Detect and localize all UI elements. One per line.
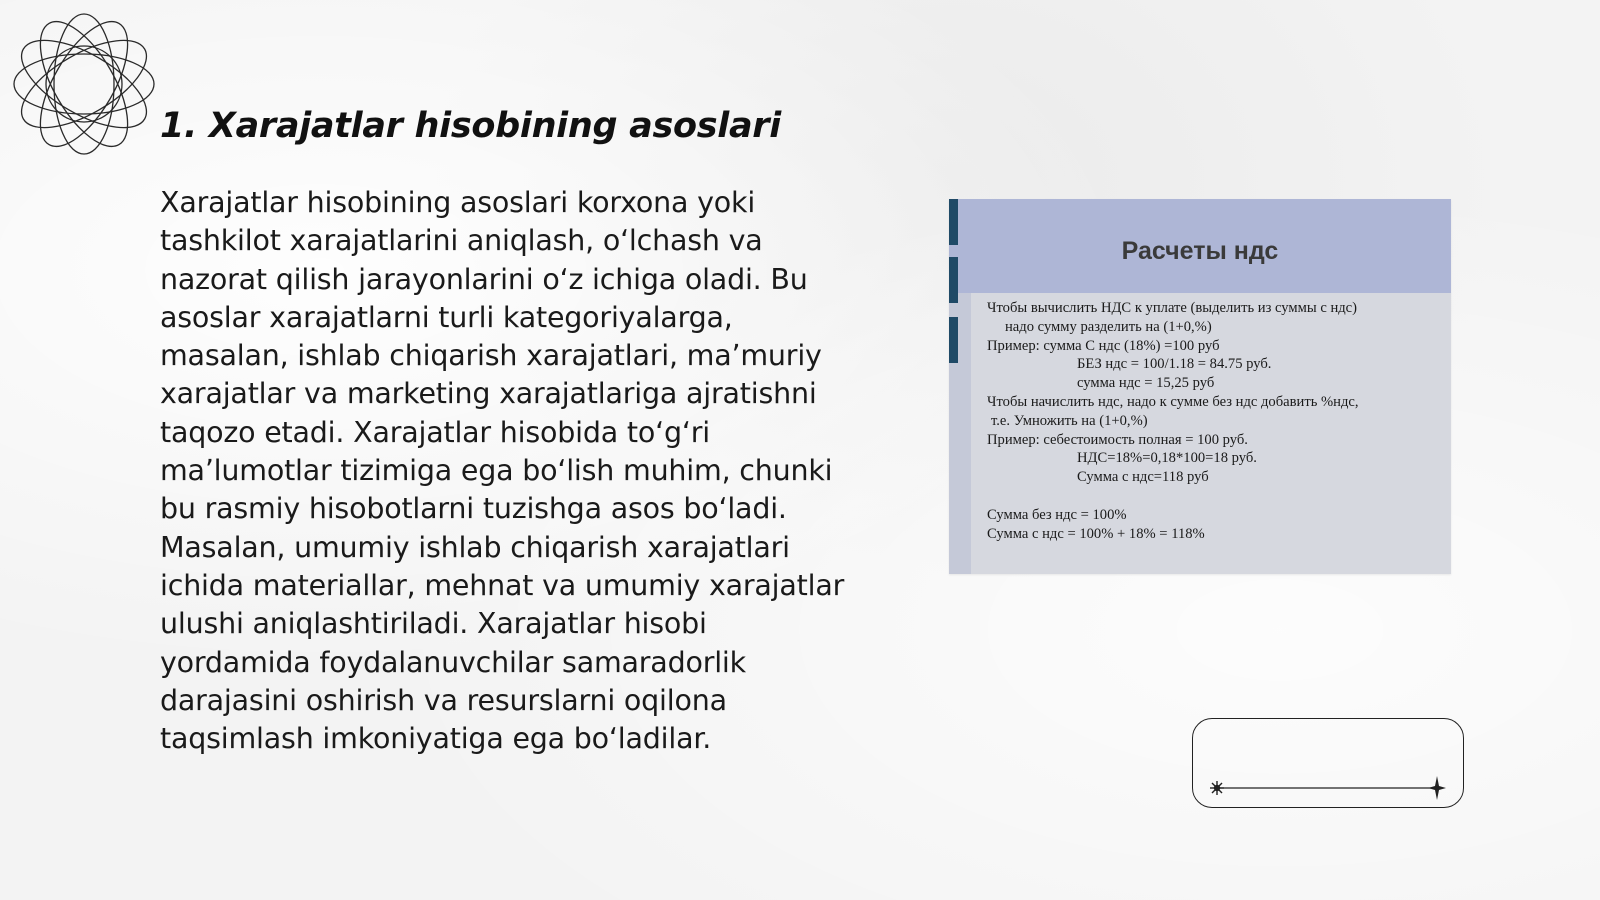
image-title: Расчеты ндс [1121,237,1279,265]
image-line: Сумма с ндс = 100% + 18% = 118% [987,525,1205,542]
image-line: Пример: себестоимость полная = 100 руб. [987,431,1248,448]
image-line: БЕЗ ндс = 100/1.18 = 84.75 руб. [1077,356,1272,373]
image-text-block [987,299,1447,543]
slide-body-text: Xarajatlar hisobining asoslari korxona yoki tashkilot xarajatlarini aniqlash, oʻlchash va nazorat qilish jarayonlarini oʻz ichiga oladi. Bu asoslar xarajatlarni turli kategoriyalarga, masalan, ishlab chiqarish xarajatlari, maʼmuriy xarajatlar va marketing xarajatlariga ajratishni taqozo etadi. Xarajatlar hisobida toʻgʻri maʼlumotlar tizimiga ega boʻlish muhim, chunki bu rasmiy hisobotlarni tuzishga asos boʻladi. Masalan, umumiy ishlab chiqarish xarajatlari ichida materiallar, mehnat va umumiy xarajatlar ulushi aniqlashtiriladi. Xarajatlar hisobi yordamida foydalanuvchilar samaradorlik darajasini oshirish va resurslarni oqilona taqsimlash imkoniyatiga ega boʻladilar. [160,186,845,756]
timeline-decoration [1192,718,1464,808]
image-line: т.е. Умножить на (1+0,%) [991,412,1148,429]
vat-calculation-image [949,199,1451,574]
image-accent-bar [949,317,958,363]
image-line: Сумма с ндс=118 руб [1077,469,1209,486]
image-blank-line [987,487,1447,506]
image-line: Пример: сумма С ндс (18%) =100 руб [987,337,1220,354]
image-line: Сумма без ндс = 100% [987,506,1127,523]
timeline-line [1193,719,1465,809]
image-line: надо сумму разделить на (1+0,%) [1005,318,1212,335]
sparkle-icon [1210,781,1224,795]
image-line: Чтобы вычислить НДС к уплате (выделить из суммы с ндс) [987,300,1358,316]
slide-title: 1. Xarajatlar hisobining asoslari [160,106,781,146]
four-point-star-icon [1428,776,1446,800]
image-line: Чтобы начислить ндс, надо к сумме без ндс добавить %ндс, [987,393,1359,410]
image-line: сумма ндс = 15,25 руб [1077,375,1215,392]
spirograph-flower-icon [10,10,158,158]
image-line: НДС=18%=0,18*100=18 руб. [1077,450,1257,467]
